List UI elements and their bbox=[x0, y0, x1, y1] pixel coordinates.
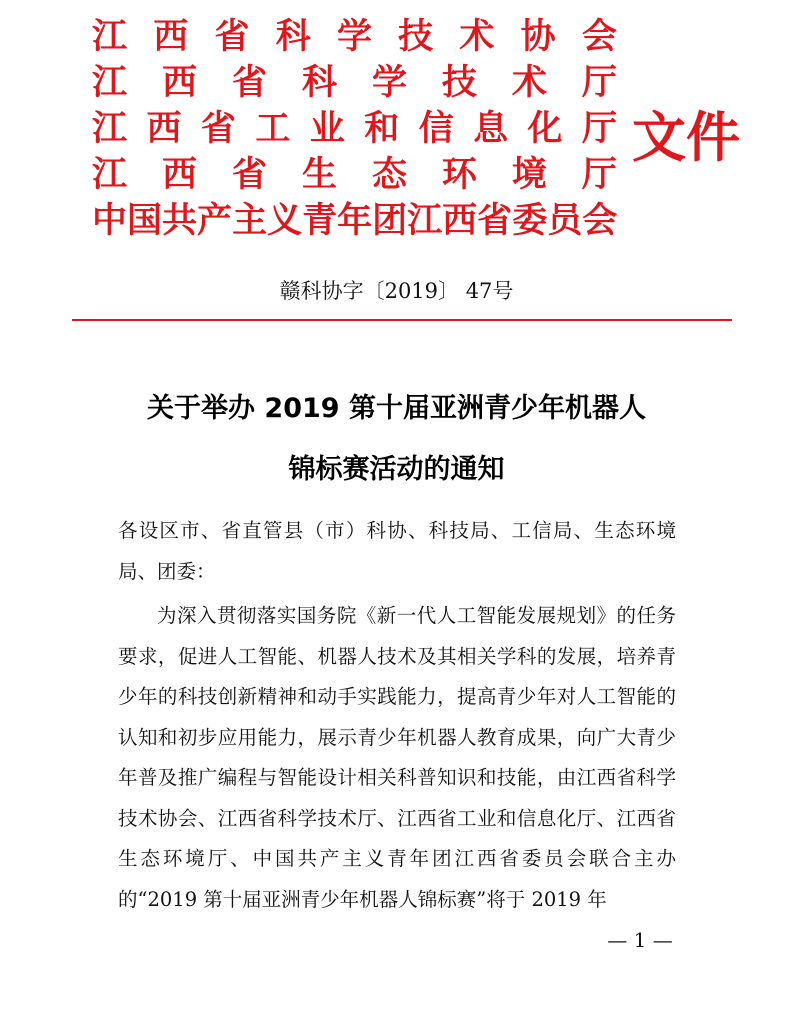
document-word: 文件 bbox=[632, 106, 740, 169]
issuer-char: 境 bbox=[511, 155, 547, 195]
issuer-line bbox=[92, 106, 617, 152]
issuer-char: 共 bbox=[162, 201, 198, 241]
issuer-char: 工 bbox=[255, 109, 291, 149]
issuer-char: 产 bbox=[197, 201, 233, 241]
body-paragraph: 为深入贯彻落实国务院《新一代人工智能发展规划》的任务要求，促进人工智能、机器人技术及其相关学科的发展，培养青少年的科技创新精神和动手实践能力，提高青少年对人工智能的认知和初步应用能力，展示青少年机器人教育成果，向广大青少年普及推广编程与智能设计相关科普知识和技能，由江西省科学技术协会、江西省科学技术厅、江西省工业和信息化厅、江西省生态环境厅、中国共产主义青年团江西省委员会联合主办的“2019 第十届亚洲青少年机器人锦标赛”将于 2019 年 bbox=[118, 604, 676, 911]
issuer-char: 术 bbox=[511, 63, 547, 103]
issuer-char: 江 bbox=[92, 155, 128, 195]
issuer-char: 员 bbox=[547, 201, 583, 241]
issuer-char: 主 bbox=[232, 201, 268, 241]
issuer-char: 省 bbox=[231, 155, 267, 195]
red-divider bbox=[72, 319, 732, 321]
issuer-char: 生 bbox=[301, 155, 337, 195]
issuer-char: 西 bbox=[442, 201, 478, 241]
issuer-char: 环 bbox=[441, 155, 477, 195]
issuer-char: 厅 bbox=[581, 63, 617, 103]
issuer-line bbox=[92, 60, 617, 106]
issuer-char: 省 bbox=[214, 17, 250, 57]
issuer-char: 青 bbox=[302, 201, 338, 241]
issuer-char: 江 bbox=[92, 17, 128, 57]
issuer-char: 江 bbox=[92, 63, 128, 103]
issuer-char: 科 bbox=[275, 17, 311, 57]
addressee: 各设区市、省直管县（市）科协、科技局、工信局、生态环境局、团委： bbox=[118, 519, 676, 583]
page-number: — 1 — bbox=[607, 928, 673, 952]
issuer-char: 技 bbox=[441, 63, 477, 103]
issuer-char: 年 bbox=[337, 201, 373, 241]
issuer-char: 会 bbox=[582, 201, 618, 241]
issuer-char: 西 bbox=[161, 63, 197, 103]
letterhead-issuers bbox=[92, 14, 617, 244]
issuer-char: 协 bbox=[520, 17, 556, 57]
issuer-char: 团 bbox=[372, 201, 408, 241]
issuer-char: 学 bbox=[336, 17, 372, 57]
issuer-char: 委 bbox=[512, 201, 548, 241]
issuer-char: 中 bbox=[92, 201, 128, 241]
document-number: 赣科协字〔2019〕 47号 bbox=[279, 279, 514, 303]
issuer-line bbox=[92, 152, 617, 198]
issuer-char: 省 bbox=[200, 109, 236, 149]
issuer-char: 术 bbox=[459, 17, 495, 57]
issuer-char: 江 bbox=[407, 201, 443, 241]
issuer-char: 技 bbox=[398, 17, 434, 57]
issuer-char: 省 bbox=[477, 201, 513, 241]
issuer-char: 科 bbox=[301, 63, 337, 103]
issuer-char: 江 bbox=[92, 109, 128, 149]
issuer-char: 国 bbox=[127, 201, 163, 241]
issuer-char: 学 bbox=[371, 63, 407, 103]
issuer-char: 西 bbox=[146, 109, 182, 149]
issuer-char: 西 bbox=[161, 155, 197, 195]
issuer-char: 省 bbox=[231, 63, 267, 103]
issuer-char: 会 bbox=[581, 17, 617, 57]
issuer-char: 厅 bbox=[581, 109, 617, 149]
issuer-char: 厅 bbox=[581, 155, 617, 195]
issuer-char: 西 bbox=[153, 17, 189, 57]
issuer-char: 化 bbox=[527, 109, 563, 149]
issuer-line bbox=[92, 198, 617, 244]
title-line-1: 关于举办 2019 第十届亚洲青少年机器人 bbox=[147, 393, 646, 424]
issuer-char: 息 bbox=[473, 109, 509, 149]
issuer-char: 义 bbox=[267, 201, 303, 241]
issuer-char: 信 bbox=[418, 109, 454, 149]
issuer-char: 态 bbox=[371, 155, 407, 195]
issuer-char: 和 bbox=[364, 109, 400, 149]
issuer-line bbox=[92, 14, 617, 60]
issuer-char: 业 bbox=[309, 109, 345, 149]
title-line-2: 锦标赛活动的通知 bbox=[288, 454, 505, 485]
